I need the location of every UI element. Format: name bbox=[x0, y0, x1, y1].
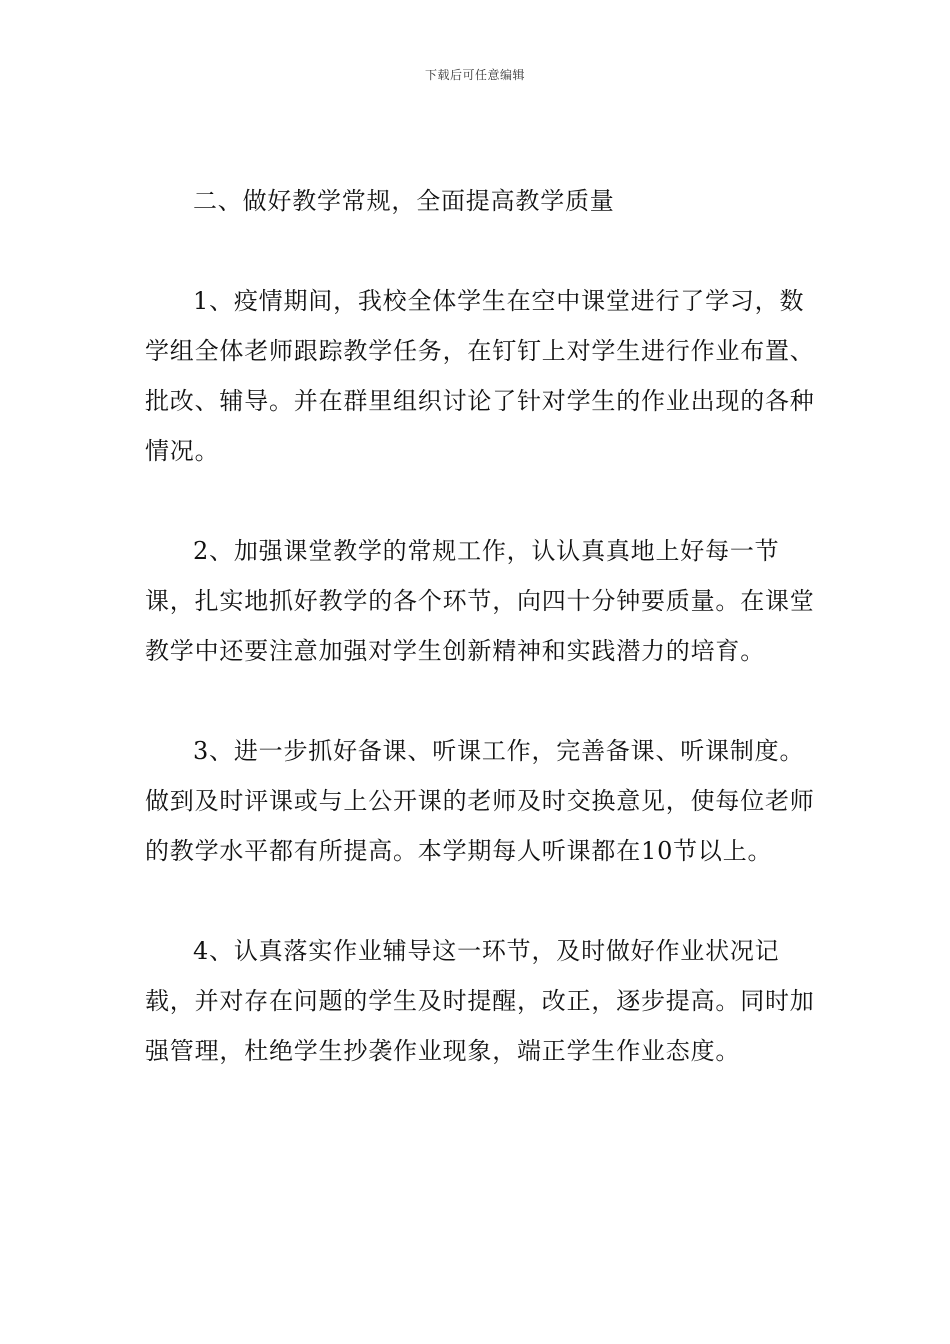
page-header: 下载后可任意编辑 bbox=[424, 68, 525, 82]
section-heading: 二、做好教学常规，全面提高教学质量 bbox=[193, 187, 615, 215]
paragraph-2: 2、加强课堂教学的常规工作，认认真真地上好每一节课，扎实地抓好教学的各个环节，向四十分钟要质量。在课堂教学中还要注意加强对学生创新精神和实践潜力的培育。 bbox=[145, 537, 815, 665]
paragraph-3: 3、进一步抓好备课、听课工作，完善备课、听课制度。做到及时评课或与上公开课的老师及时交换意见，使每位老师的教学水平都有所提高。本学期每人听课都在10节以上。 bbox=[145, 737, 815, 865]
paragraph-1: 1、疫情期间，我校全体学生在空中课堂进行了学习，数学组全体老师跟踪教学任务，在钉钉上对学生进行作业布置、批改、辅导。并在群里组织讨论了针对学生的作业出现的各种情况。 bbox=[145, 287, 815, 465]
paragraph-4: 4、认真落实作业辅导这一环节，及时做好作业状况记载，并对存在问题的学生及时提醒，改正，逐步提高。同时加强管理，杜绝学生抄袭作业现象，端正学生作业态度。 bbox=[145, 937, 815, 1065]
document-body bbox=[145, 176, 815, 1126]
